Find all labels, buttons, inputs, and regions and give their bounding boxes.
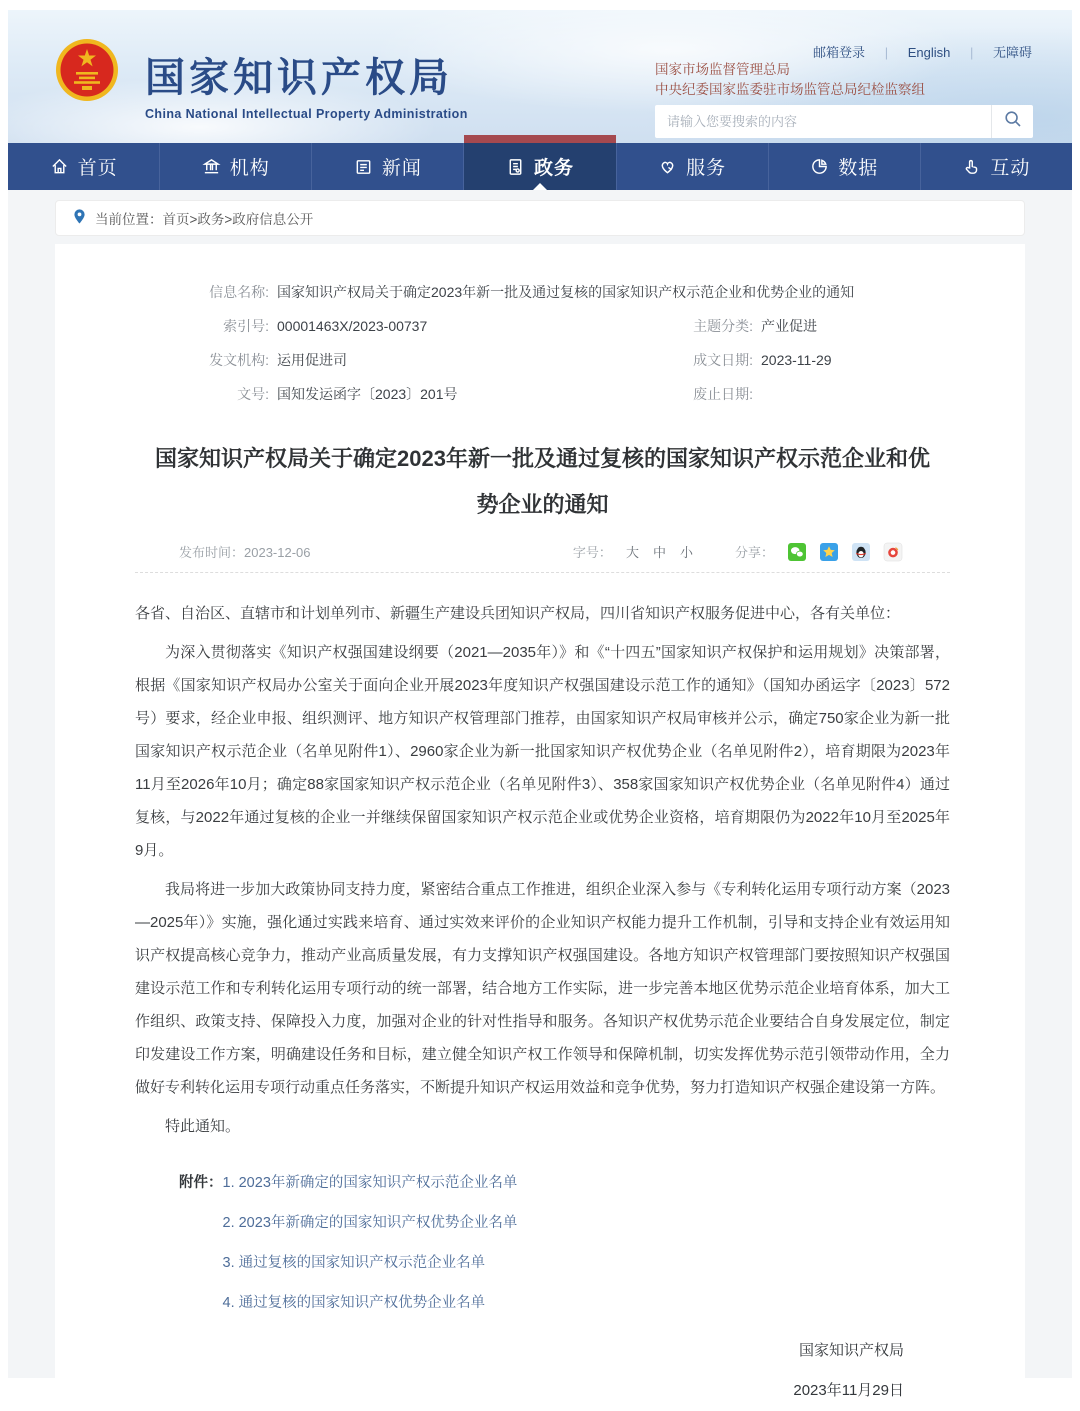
dashed-divider: [135, 572, 950, 573]
link-divider: |: [969, 45, 974, 60]
breadcrumb: [55, 200, 1025, 236]
main-nav: [8, 143, 1072, 190]
index-number-label: 索引号:: [223, 318, 269, 334]
qq-share-icon[interactable]: [852, 543, 870, 561]
article-title: 国家知识产权局关于确定2023年新一批及通过复核的国家知识产权示范企业和优势企业的通知: [155, 446, 930, 517]
site-logo[interactable]: [55, 38, 468, 121]
publish-time-label: 发布时间：: [179, 545, 245, 560]
discipline-inspection-link[interactable]: 中央纪委国家监委驻市场监管总局纪检监察组: [655, 82, 925, 97]
body-paragraph: 我局将进一步加大政策协同支持力度，紧密结合重点工作推进，组织企业深入参与《专利转化运用专项行动方案（2023—2025年）》实施，强化通过实践来培育、通过实效来评价的企业知识产权能力提升工作机制，引导和支持企业有效运用知识产权提高核心竞争力，推动产业高质量发展，有力支撑知识产权强国建设。各地方知识产权管理部门要按照知识产权强国建设示范工作和专利转化运用专项行动的统一部署，结合地方工作实际，进一步完善本地区优势示范企业培育体系，加大工作组织、政策支持、保障投入力度，加强对企业的针对性指导和服务。各知识产权优势示范企业要结合自身发展定位，制定印发建设工作方案，明确建设任务和目标，建立健全知识产权工作领导和保障机制，切实发挥优势示范引领带动作用，全力做好专利转化运用专项行动重点任务落实，不断提升知识产权运用效益和竞争优势，努力打造知识产权强企建设第一方阵。: [135, 881, 950, 1096]
doc-number-value: 国知发运函字〔2023〕201号: [277, 386, 458, 402]
english-link[interactable]: English: [907, 45, 951, 60]
search-icon: [1003, 109, 1023, 134]
utility-links: [813, 42, 1032, 61]
attachments-list: [223, 1163, 518, 1323]
nav-item-org[interactable]: [160, 143, 312, 190]
bank-icon: [202, 157, 221, 176]
article-meta-row: [179, 542, 950, 561]
nav-label: 政务: [533, 158, 574, 179]
closing-paragraph: 特此通知。: [165, 1118, 241, 1135]
font-size-medium-button[interactable]: 中: [652, 545, 666, 560]
nav-item-home[interactable]: [8, 143, 160, 190]
signature-block: [135, 1331, 950, 1411]
site-titles: [145, 38, 468, 121]
attachments-label: 附件：: [179, 1175, 223, 1191]
font-size-small-button[interactable]: 小: [679, 545, 693, 560]
search-button[interactable]: [991, 105, 1033, 138]
meta-tools: [573, 542, 950, 561]
nav-item-news[interactable]: [312, 143, 464, 190]
wechat-share-icon[interactable]: [788, 543, 806, 561]
article-panel: [55, 244, 1025, 1399]
interact-hand-icon: [962, 157, 981, 176]
attachments-section: [179, 1163, 950, 1323]
service-heart-icon: [658, 157, 677, 176]
signature-date: 2023年11月29日: [793, 1382, 904, 1399]
article-body: [135, 597, 950, 1143]
nav-label: 新闻: [381, 158, 422, 179]
breadcrumb-label: 当前位置：: [95, 212, 163, 227]
nav-label: 互动: [990, 158, 1031, 179]
topic-category-label: 主题分类:: [693, 318, 753, 334]
topic-category-value: 产业促进: [761, 318, 817, 334]
repeal-date-value: [761, 384, 950, 404]
home-icon: [50, 157, 69, 176]
repeal-date-label: 废止日期:: [693, 386, 753, 402]
attachment-link-4[interactable]: 4. 通过复核的国家知识产权优势企业名单: [222, 1295, 486, 1311]
search-input[interactable]: [655, 105, 991, 138]
publish-time: [179, 542, 311, 561]
attachment-link-1[interactable]: 1. 2023年新确定的国家知识产权示范企业名单: [222, 1175, 518, 1191]
national-emblem-icon: [55, 38, 119, 107]
doc-number-label: 文号:: [237, 386, 269, 402]
gov-doc-icon: [506, 157, 525, 176]
document-info-table: [177, 276, 950, 414]
site-name: 国家知识产权局: [145, 56, 453, 100]
related-agency-links: [655, 60, 925, 100]
index-number-value: 00001463X/2023-00737: [277, 318, 428, 334]
issue-date-value: 2023-11-29: [761, 352, 832, 368]
data-pie-icon: [810, 157, 829, 176]
nav-item-interact[interactable]: [921, 143, 1072, 190]
mail-login-link[interactable]: 邮箱登录: [813, 45, 866, 60]
publish-date: 2023-12-06: [244, 545, 311, 560]
share-label: 分享：: [734, 545, 774, 560]
nav-item-service[interactable]: [617, 143, 769, 190]
nav-label: 服务: [686, 158, 727, 179]
font-size-label: 字号：: [572, 545, 612, 560]
site-name-english: China National Intellectual Property Administration: [145, 107, 468, 121]
issue-date-label: 成文日期:: [693, 352, 753, 368]
active-tab-pointer-icon: [533, 183, 547, 190]
nav-item-data[interactable]: [769, 143, 921, 190]
signature-org: 国家知识产权局: [798, 1342, 904, 1359]
nav-label: 机构: [229, 158, 270, 179]
body-paragraph: 为深入贯彻落实《知识产权强国建设纲要（2021—2035年）》和《“十四五”国家知识产权保护和运用规划》决策部署，根据《国家知识产权局办公室关于面向企业开展2023年度知识产权强国建设示范工作的通知》（国知办函运字〔2023〕572号）要求，经企业申报、组织测评、地方知识产权管理部门推荐，由国家知识产权局审核并公示，确定750家企业为新一批国家知识产权示范企业（名单见附件1）、2960家企业为新一批国家知识产权优势企业（名单见附件2），培育期限为2023年11月至2026年10月；确定88家国家知识产权示范企业（名单见附件3）、358家国家知识产权优势企业（名单见附件4）通过复核，与2022年通过复核的企业一并继续保留国家知识产权示范企业或优势企业资格，培育期限仍为2022年10月至2025年9月。: [135, 644, 951, 859]
attachment-link-2[interactable]: 2. 2023年新确定的国家知识产权优势企业名单: [222, 1215, 518, 1231]
breadcrumb-path[interactable]: 首页>政务>政府信息公开: [162, 212, 314, 227]
info-name-label: 信息名称:: [209, 284, 269, 300]
site-search: [655, 105, 1033, 138]
nav-label: 数据: [838, 158, 879, 179]
font-size-large-button[interactable]: 大: [625, 545, 639, 560]
attachment-link-3[interactable]: 3. 通过复核的国家知识产权示范企业名单: [222, 1255, 486, 1271]
active-tab-stripe: [464, 135, 615, 143]
nav-label: 首页: [77, 158, 118, 179]
site-header: [8, 10, 1072, 143]
salutation-paragraph: 各省、自治区、直辖市和计划单列市、新疆生产建设兵团知识产权局，四川省知识产权服务促进中心，各有关单位：: [135, 605, 901, 622]
weibo-share-icon[interactable]: [884, 543, 902, 561]
nav-item-gov-affairs[interactable]: [464, 143, 616, 190]
issuing-org-label: 发文机构:: [209, 352, 269, 368]
content-background: [8, 190, 1072, 1399]
issuing-org-value: 运用促进司: [277, 352, 347, 368]
link-divider: |: [884, 45, 889, 60]
accessibility-link[interactable]: 无障碍: [992, 45, 1032, 60]
news-icon: [354, 157, 373, 176]
qzone-share-icon[interactable]: [820, 543, 838, 561]
info-name-value: 国家知识产权局关于确定2023年新一批及通过复核的国家知识产权示范企业和优势企业的通知: [277, 284, 855, 300]
samr-link[interactable]: 国家市场监督管理总局: [655, 62, 790, 77]
location-pin-icon: [72, 208, 95, 228]
